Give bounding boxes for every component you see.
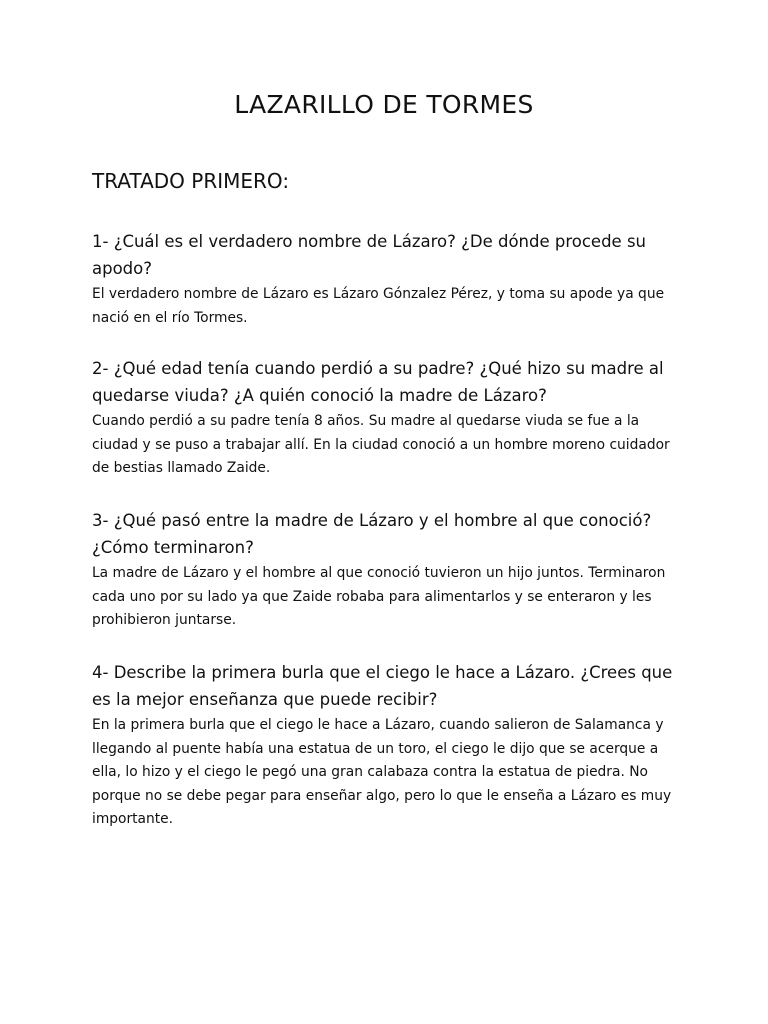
- section-heading: TRATADO PRIMERO:: [92, 169, 290, 193]
- question-3: 3- ¿Qué pasó entre la madre de Lázaro y el hombre al que conoció? ¿Cómo terminaron?: [92, 511, 652, 557]
- question-block-4: [92, 659, 682, 832]
- question-block-2: [92, 355, 682, 481]
- answer-4: En la primera burla que el ciego le hace a Lázaro, cuando salieron de Salamanca y llegando al puente había una estatua de un toro, el ciego le dijo que se acerque a ella, lo hizo y el ciego le pegó una gran calabaza contra la estatua de piedra. No porque no se debe pegar para enseñar algo, pero lo que le enseña a Lázaro es muy importante.: [92, 717, 672, 827]
- question-1: 1- ¿Cuál es el verdadero nombre de Lázaro? ¿De dónde procede su apodo?: [92, 232, 646, 278]
- question-4: 4- Describe la primera burla que el ciego le hace a Lázaro. ¿Crees que es la mejor enseñanza que puede recibir?: [92, 663, 673, 709]
- answer-2: Cuando perdió a su padre tenía 8 años. Su madre al quedarse viuda se fue a la ciudad y se puso a trabajar allí. En la ciudad conoció a un hombre moreno cuidador de bestias llamado Zaide.: [92, 413, 670, 476]
- question-block-3: [92, 507, 682, 633]
- question-2: 2- ¿Qué edad tenía cuando perdió a su padre? ¿Qué hizo su madre al quedarse viuda? ¿A quién conoció la madre de Lázaro?: [92, 359, 664, 405]
- question-block-1: [92, 228, 682, 330]
- answer-3: La madre de Lázaro y el hombre al que conoció tuvieron un hijo juntos. Terminaron cada uno por su lado ya que Zaide robaba para alimentarlos y se enteraron y les prohibieron juntarse.: [92, 565, 666, 628]
- answer-1: El verdadero nombre de Lázaro es Lázaro Gónzalez Pérez, y toma su apode ya que nació en el río Tormes.: [92, 286, 665, 326]
- document-title: LAZARILLO DE TORMES: [234, 90, 534, 119]
